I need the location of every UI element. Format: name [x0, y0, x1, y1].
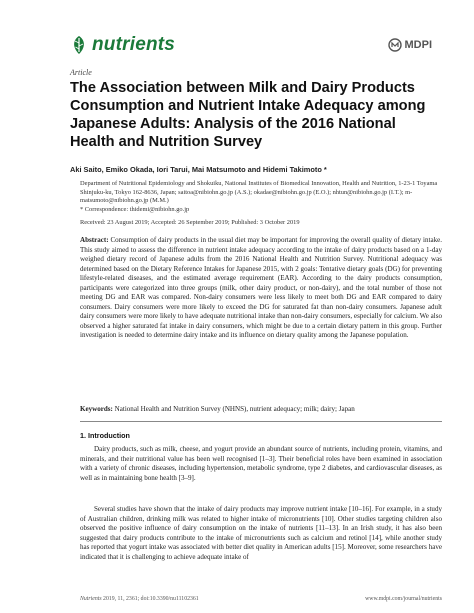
section-heading-introduction: 1. Introduction [80, 431, 130, 440]
keywords-label: Keywords: [80, 405, 113, 413]
footer-url[interactable]: www.mdpi.com/journal/nutrients [365, 596, 442, 602]
affiliation: Department of Nutritional Epidemiology and Shokuiku, National Institutes of Biomedical Innovation, Health and Nutrition, 1-23-1 Toyama Shinjuku-ku, Tokyo 162-8636, Japan; saitoa@nibiohn.go.jp (A.S.); okadae@nibiohn.go.jp (E.O.); nhtun@nibiohn.go.jp (I.T.); m-matsumoto@nibiohn.go.jp (M.M.) [80, 180, 438, 205]
abstract-text: Consumption of dairy products in the usual diet may be important for improving the overall quality of dietary intake. This study aimed to assess the difference in nutrient intake adequacy according to the intake of dairy products based on a 1-day weighed dietary record of Japanese adults from the 2016 National Health and Nutrition Survey. Nutritional adequacy was determined based on the Dietary Reference Intakes for Japanese 2015, with 2 goals: Tentative dietary goals (DG) for preventing lifestyle-related diseases, and the estimated average requirement (EAR). According to the dairy products consumption, participants were categorized into three groups (milk, other dairy product, or non-dairy), and the total number of those not meeting DG and EAR was compared. Non-dairy consumers were less likely to meet both DG and EAR compared to dairy consumers. Dairy consumers were more likely to exceed the DG for saturated fat than non-dairy consumers. Japanese adult dairy consumers were more likely to have adequate nutritional intake than non-dairy consumers, especially for calcium. We also observed a higher saturated fat intake in dairy consumers, which might be due to a certain dietary pattern in this group. Further investigation is needed to determine dairy intake and its influence on dietary quality among the Japanese population. [80, 236, 443, 339]
publication-dates: Received: 23 August 2019; Accepted: 26 September 2019; Published: 3 October 2019 [80, 219, 300, 226]
correspondence: * Correspondence: thidemi@nibiohn.go.jp [80, 206, 190, 213]
intro-paragraph-1: Dairy products, such as milk, cheese, and yogurt provide an abundant source of nutrients, including protein, vitamins, and minerals, and their nutritional value has been well recognised [1–3]. Their beneficial roles have been examined in association with a variety of chronic diseases, including hypertension, metabolic syndrome, type 2 diabetes, and cardiovascular diseases, as well as in maintaining bone health [3–9]. [80, 445, 442, 482]
article-type: Article [70, 68, 92, 77]
intro-paragraph-2: Several studies have shown that the intake of dairy products may improve nutrient intake [10–16]. For example, in a study of Australian children, drinking milk was related to higher intake of micronutrients [10]. Other studies targeting children also observed the positive influence of dairy consumption on the intake of nutrients [11–13]. In an Irish study, it has also been suggested that dairy products contribute to the intake of micronutrients such as calcium and retinol [14], while another study has reported that yogurt intake was associated with better diet quality in American adults [15]. Moreover, some researchers have indicated that it is challenging to achieve adequate intake of [80, 505, 442, 561]
leaf-logo-icon [70, 35, 88, 55]
author-list: Aki Saito, Emiko Okada, Iori Tarui, Mai Matsumoto and Hidemi Takimoto * [70, 165, 327, 174]
keywords-text: National Health and Nutrition Survey (NHNS), nutrient adequacy; milk; dairy; Japan [114, 405, 355, 413]
footer-citation [80, 596, 199, 602]
paper-title: The Association between Milk and Dairy Products Consumption and Nutrient Intake Adequacy among Japanese Adults: Analysis of the 2016 National Health and Nutrition Survey [70, 80, 426, 150]
journal-name: nutrients [92, 34, 176, 55]
journal-logo [70, 34, 175, 56]
publisher-name: MDPI [404, 39, 432, 51]
footer-citation-journal: Nutrients [80, 596, 102, 602]
publisher-logo [388, 38, 433, 52]
section-divider [80, 421, 442, 422]
footer-citation-details: 2019, 11, 2361; doi:10.3390/nu11102361 [103, 596, 199, 602]
abstract-label: Abstract: [80, 236, 109, 244]
keywords [80, 405, 442, 415]
abstract [80, 236, 442, 341]
page-footer [80, 596, 442, 602]
mdpi-logo-icon [388, 38, 402, 52]
